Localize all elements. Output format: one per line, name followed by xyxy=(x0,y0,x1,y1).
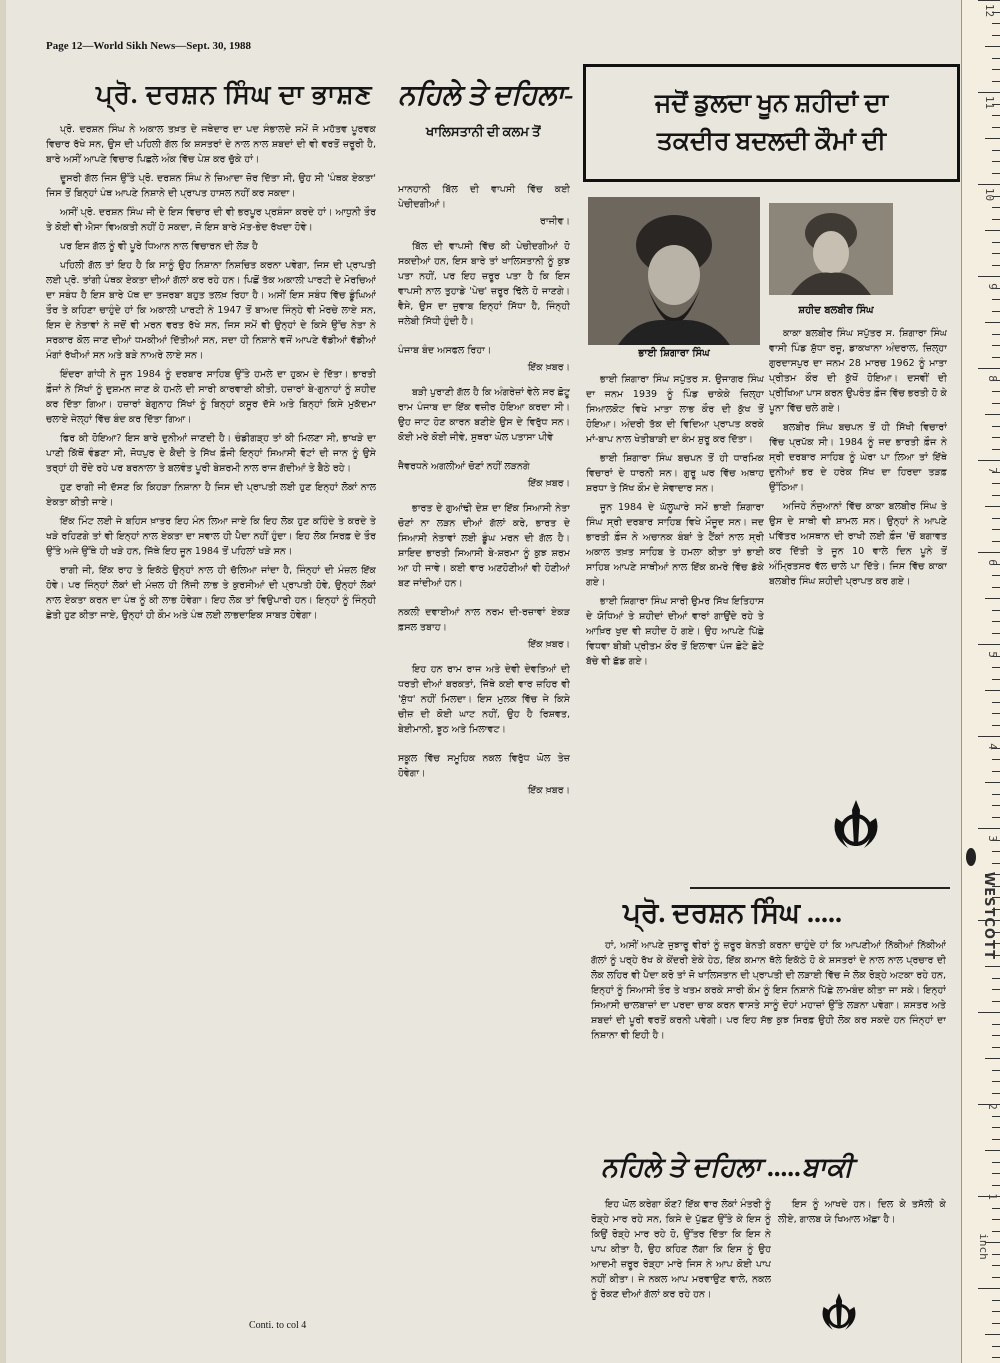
ruler-tick xyxy=(992,357,1000,358)
ruler-tick xyxy=(992,610,1000,611)
ruler-tick xyxy=(992,345,1000,346)
punch-hole xyxy=(966,848,976,866)
ruler-tick xyxy=(992,299,1000,300)
paragraph: ਇਹ ਘੋਲ ਕਰੇਗਾ ਕੌਣ? ਇੱਕ ਵਾਰ ਲੋਕਾਂ ਮੰਤਰੀ ਨੂੰ ਰੋੜ੍ਹੇ ਮਾਰ ਰਹੇ ਸਨ, ਕਿਸੇ ਦੇ ਪੁੱਛਣ ਉੱਤੇ ਕੇ ਇਸ ਨੂੰ ਕਿਉਂ ਰੋੜ੍ਹੇ ਮਾਰ ਰਹੇ ਹੋ, ਉੱਤਰ ਦਿੱਤਾ ਕਿ ਇਸ ਨੇ ਪਾਪ ਕੀਤਾ ਹੈ, ਉਹ ਕਹਿਣ ਲੱਗਾ ਕਿ ਇਸ ਨੂੰ ਉਹ ਆਦਮੀ ਜ਼ਰੂਰ ਰੋੜ੍ਹਾ ਮਾਰੇ ਜਿਸ ਨੇ ਆਪ ਕੋਈ ਪਾਪ ਨਹੀਂ ਕੀਤਾ। ਜੇ ਨਕਲ ਆਪ ਮਰਵਾਉਣ ਵਾਲੇ, ਨਕਲ ਨੂੰ ਰੋਕਣ ਦੀਆਂ ਗੱਲਾਂ ਕਰ ਰਹੇ ਹਨ। xyxy=(591,1199,771,1300)
ruler-tick xyxy=(978,460,1000,461)
ruler-tick xyxy=(992,1093,1000,1094)
darshan-section-title: ਪ੍ਰੋ. ਦਰਸ਼ਨ ਸਿੰਘ ..... xyxy=(623,898,842,929)
darshan-section-body xyxy=(591,938,946,1150)
ruler-tick xyxy=(978,736,1000,737)
ruler-tick xyxy=(992,817,1000,818)
ruler-tick xyxy=(992,759,1000,760)
ruler-tick xyxy=(992,1162,1000,1163)
ruler-number: 5 xyxy=(986,651,1000,658)
ruler-tick xyxy=(992,242,1000,243)
ruler-tick xyxy=(992,1001,1000,1002)
ruler-tick xyxy=(992,115,1000,116)
ruler-tick xyxy=(992,495,1000,496)
middle-column-subtitle: ਖਾਲਿਸਤਾਨੀ ਦੀ ਕਲਮ ਤੋਂ xyxy=(426,124,541,139)
ruler-number: 12 xyxy=(982,3,996,18)
ruler-tick xyxy=(992,725,1000,726)
ruler-tick xyxy=(992,633,1000,634)
paragraph: ਪ੍ਰੋ. ਦਰਸ਼ਨ ਸਿੰਘ ਨੇ ਅਕਾਲ ਤਖ਼ਤ ਦੇ ਜਥੇਦਾਰ ਦਾ ਪਦ ਸੰਭਾਲਦੇ ਸਮੇਂ ਜੋ ਮਹੱਤਵ ਪੂਰਵਕ ਵਿਚਾਰ ਰੱਖੇ ਸਨ, ਉਸ ਦੀ ਪਹਿਲੀ ਗੱਲ ਕਿ ਸ਼ਸਤਰਾਂ ਦੇ ਨਾਲ ਨਾਲ ਸ਼ਬਦਾਂ ਦੀ ਵੀ ਵਰਤੋਂ ਜ਼ਰੂਰੀ ਹੈ, ਬਾਰੇ ਅਸੀਂ ਆਪਣੇ ਵਿਚਾਰ ਪਿਛਲੇ ਅੰਕ ਵਿੱਚ ਪੇਸ਼ ਕਰ ਚੁੱਕੇ ਹਾਂ। xyxy=(46,124,376,165)
ruler-tick xyxy=(992,1127,1000,1128)
ruler-tick xyxy=(992,575,1000,576)
ruler-tick xyxy=(985,598,1000,599)
ruler-tick xyxy=(992,621,1000,622)
ruler-tick xyxy=(978,1288,1000,1289)
middle-column-body xyxy=(398,168,570,1338)
paragraph: ਭਾਈ ਸ਼ਿਗਾਰਾ ਸਿੰਘ ਸਪੁੱਤਰ ਸ. ਉਜਾਗਰ ਸਿੰਘ ਦਾ ਜਨਮ 1939 ਨੂੰ ਪਿੰਡ ਚਾਕੇਕੇ ਜ਼ਿਲ੍ਹਾ ਸਿਆਲਕੋਟ ਵਿਖੇ ਮਾਤਾ ਲਾਭ ਕੌਰ ਦੀ ਕੁੱਖ ਤੋਂ ਹੋਇਆ। ਅੰਦਰੀ ਤੱਕ ਦੀ ਵਿਦਿਆ ਪ੍ਰਾਪਤ ਕਰਕੇ ਮਾਂ-ਬਾਪ ਨਾਲ ਖੇਤੀਬਾੜੀ ਦਾ ਕੰਮ ਸ਼ੁਰੂ ਕਰ ਦਿੱਤਾ। xyxy=(586,374,764,445)
ruler-tick xyxy=(985,1334,1000,1335)
ruler-tick xyxy=(985,138,1000,139)
item-body: ਇਹ ਹਨ ਰਾਮ ਰਾਜ ਅਤੇ ਦੇਵੀ ਦੇਵਤਿਆਂ ਦੀ ਧਰਤੀ ਦੀਆਂ ਬਰਕਤਾਂ, ਜਿੱਥੇ ਕਈ ਵਾਰ ਜ਼ਹਿਰ ਵੀ 'ਸ਼ੁੱਧ' ਨਹੀਂ ਮਿਲਦਾ। ਇਸ ਮੁਲਕ ਵਿੱਚ ਜੇ ਕਿਸੇ ਚੀਜ਼ ਦੀ ਕੋਈ ਘਾਟ ਨਹੀਂ, ਉਹ ਹੈ ਰਿਸ਼ਵਤ, ਬੇਈਮਾਨੀ, ਝੂਠ ਅਤੇ ਮਿਲਾਵਟ। xyxy=(398,664,570,735)
ruler-tick xyxy=(992,35,1000,36)
ruler-tick xyxy=(985,966,1000,967)
ruler-tick xyxy=(992,1254,1000,1255)
ruler-tick xyxy=(992,1081,1000,1082)
paragraph: ਹੁਣ ਰਾਗੀ ਜੀ ਦੱਸਣ ਕਿ ਕਿਹੜਾ ਨਿਸ਼ਾਨਾ ਹੈ ਜਿਸ ਦੀ ਪ੍ਰਾਪਤੀ ਲਈ ਹੁਣ ਇਨ੍ਹਾਂ ਲੋਕਾਂ ਨਾਲ ਏਕਤਾ ਕੀਤੀ ਜਾਏ। xyxy=(46,482,376,508)
ruler-tick xyxy=(992,1185,1000,1186)
ruler-tick xyxy=(992,1208,1000,1209)
ruler-tick xyxy=(978,368,1000,369)
ruler-number: 4 xyxy=(986,743,1000,750)
photo-caption-balbir: ਸ਼ਹੀਦ ਬਲਬੀਰ ਸਿੰਘ xyxy=(798,305,874,316)
paragraph: ਦੂਸਰੀ ਗੱਲ ਜਿਸ ਉੱਤੇ ਪ੍ਰੋ. ਦਰਸ਼ਨ ਸਿੰਘ ਨੇ ਜ਼ਿਆਦਾ ਜ਼ੋਰ ਦਿੱਤਾ ਸੀ, ਉਹ ਸੀ 'ਪੰਥਕ ਏਕਤਾ' ਜਿਸ ਤੋਂ ਬਿਨ੍ਹਾਂ ਪੰਥ ਆਪਣੇ ਨਿਸ਼ਾਨੇ ਦੀ ਪ੍ਰਾਪਤ ਹਾਸਲ ਨਹੀਂ ਕਰ ਸਕਦਾ। xyxy=(46,173,376,199)
ruler-tick xyxy=(992,69,1000,70)
ruler-tick xyxy=(992,1231,1000,1232)
paragraph: ਬਲਬੀਰ ਸਿੰਘ ਬਚਪਨ ਤੋਂ ਹੀ ਸਿੱਖੀ ਵਿਚਾਰਾਂ ਵਿੱਚ ਪ੍ਰਪੱਕ ਸੀ। 1984 ਨੂੰ ਜਦ ਭਾਰਤੀ ਫ਼ੌਜ ਨੇ ਸ੍ਰੀ ਦਰਬਾਰ ਸਾਹਿਬ ਨੂੰ ਘੇਰਾ ਪਾ ਲਿਆ ਤਾਂ ਇੱਥੇ ਦੁਨੀਆਂ ਭਰ ਦੇ ਹਰੇਕ ਸਿੱਖ ਦਾ ਹਿਰਦਾ ਤੜਫ਼ ਉੱਠਿਆ। xyxy=(769,422,947,493)
paragraph: ਕਾਕਾ ਬਲਬੀਰ ਸਿੰਘ ਸਪੁੱਤਰ ਸ. ਸ਼ਿਗਾਰਾ ਸਿੰਘ ਵਾਸੀ ਪਿੰਡ ਸ਼ੁੱਧਾ ਰਜੂ, ਡਾਕਖਾਨਾ ਅੰਦਰਾਲ, ਜ਼ਿਲ੍ਹਾ ਗੁਰਦਾਸਪੁਰ ਦਾ ਜਨਮ 28 ਮਾਰਚ 1962 ਨੂੰ ਮਾਤਾ ਪ੍ਰੀਤਮ ਕੌਰ ਦੀ ਕੁੱਖੋਂ ਹੋਇਆ। ਦਸਵੀਂ ਦੀ ਪ੍ਰੀਖਿਆ ਪਾਸ ਕਰਨ ਉਪਰੰਤ ਫ਼ੌਜ ਵਿੱਚ ਭਰਤੀ ਹੋ ਕੇ ਪੂਨਾ ਵਿੱਚ ਚਲੇ ਗਏ। xyxy=(769,328,947,414)
ruler-tick xyxy=(992,219,1000,220)
ruler-tick xyxy=(985,506,1000,507)
item-byline: ਰਾਜੀਵ। xyxy=(539,216,570,227)
paragraph: ਇਸ ਨੂੰ ਆਖਦੇ ਹਨ। ਦਿਲ ਕੇ ਤਸੱਲੀ ਕੇ ਲੀਏ, ਗਾਲਬ ਯੇ ਖਿਆਲ ਅੱਛਾ ਹੈ। xyxy=(778,1199,946,1225)
ruler-tick xyxy=(978,828,1000,829)
ruler-tick xyxy=(992,426,1000,427)
left-article-body xyxy=(46,122,376,1317)
ruler-number: 10 xyxy=(982,187,996,202)
ruler-tick xyxy=(985,230,1000,231)
ruler-number: 6 xyxy=(986,559,1000,566)
ruler-tick xyxy=(992,1323,1000,1324)
paragraph: ਅਜਿਹੇ ਨੌਜੁਆਨਾਂ ਵਿੱਚ ਕਾਕਾ ਬਲਬੀਰ ਸਿੰਘ ਤੇ ਉਸ ਦੇ ਸਾਥੀ ਵੀ ਸ਼ਾਮਲ ਸਨ। ਉਨ੍ਹਾਂ ਨੇ ਆਪਣੇ ਪਵਿੱਤਰ ਅਸਥਾਨ ਦੀ ਰਾਖੀ ਲਈ ਫ਼ੌਜ 'ਚੋਂ ਬਗਾਵਤ ਕਰ ਦਿੱਤੀ ਤੇ ਜੂਨ 10 ਵਾਲੇ ਦਿਨ ਪੂਨੇ ਤੋਂ ਅੰਮ੍ਰਿਤਸਰ ਵੱਲ ਚਾਲੇ ਪਾ ਦਿੱਤੇ। ਜਿਸ ਵਿੱਚ ਕਾਕਾ ਬਲਬੀਰ ਸਿੰਘ ਸ਼ਹੀਦੀ ਪ੍ਰਾਪਤ ਕਰ ਗਏ। xyxy=(769,501,947,587)
ruler-tick xyxy=(992,851,1000,852)
ruler-number: 8 xyxy=(986,375,1000,382)
ruler-tick xyxy=(992,805,1000,806)
paragraph: ਇੱਕ ਮਿੰਟ ਲਈ ਜੇ ਬਹਿਸ ਖ਼ਾਤਰ ਇਹ ਮੰਨ ਲਿਆ ਜਾਏ ਕਿ ਇਹ ਲੋਕ ਹੁਣ ਕਹਿੰਦੇ ਤੇ ਕਰਦੇ ਤੇ ਖੜੇ ਰਹਿਣਗੇ ਤਾਂ ਵੀ ਇਨ੍ਹਾਂ ਨਾਲ ਏਕਤਾ ਦਾ ਸਵਾਲ ਹੀ ਪੈਦਾ ਨਹੀਂ ਹੁੰਦਾ। ਇਹ ਲੋਕ ਸਿਰਫ਼ ਦੇ ਤੌਰ ਉੱਤੇ ਅਜੇ ਉੱਥੇ ਹੀ ਖੜੇ ਹਨ, ਜਿੱਥੇ ਇਹ ਜੂਨ 1984 ਤੋਂ ਪਹਿਲਾਂ ਖੜੇ ਸਨ। xyxy=(46,516,376,557)
item-headline: ਮਾਨਹਾਨੀ ਬਿੱਲ ਦੀ ਵਾਪਸੀ ਵਿੱਚ ਕਈ ਪੇਚੀਦਗੀਆਂ। xyxy=(398,184,570,210)
newspaper-page xyxy=(6,0,961,1363)
ruler-tick xyxy=(992,437,1000,438)
ruler-tick xyxy=(992,1300,1000,1301)
ruler-tick xyxy=(992,449,1000,450)
ruler-tick xyxy=(992,794,1000,795)
ruler-tick xyxy=(985,1058,1000,1059)
ruler-tick xyxy=(992,1070,1000,1071)
ruler-tick xyxy=(992,679,1000,680)
baaki-section-body-a xyxy=(591,1197,771,1347)
ruler-tick xyxy=(978,276,1000,277)
item-headline: ਜੈਵਰਧਨੇ ਅਗਲੀਆਂ ਚੋਣਾਂ ਨਹੀਂ ਲੜਨਗੇ xyxy=(398,461,530,472)
item-body: ਬੜੀ ਪੁਰਾਣੀ ਗੱਲ ਹੈ ਕਿ ਅੰਗਰੇਜ਼ਾਂ ਵੇਲੇ ਸਰ ਛੋਟੂ ਰਾਮ ਪੰਜਾਬ ਦਾ ਇੱਕ ਵਜ਼ੀਰ ਹੋਇਆ ਕਰਦਾ ਸੀ। ਉਹ ਜਾਟ ਹੋਣ ਕਾਰਨ ਬਣੀਏ ਉਸ ਦੇ ਵਿਰੁੱਧ ਸਨ। ਕੋਈ ਮਰੇ ਕੋਈ ਜੀਵੇ, ਸੁਥਰਾ ਘੋਲ ਪਤਾਸਾ ਪੀਵੇ xyxy=(398,387,570,443)
ruler-tick xyxy=(992,989,1000,990)
ruler-tick xyxy=(992,1047,1000,1048)
ruler-tick xyxy=(985,46,1000,47)
ruler-tick xyxy=(992,529,1000,530)
paragraph: ਪਰ ਇਸ ਗੱਲ ਨੂੰ ਵੀ ਪੂਰੇ ਧਿਆਨ ਨਾਲ ਵਿਚਾਰਨ ਦੀ ਲੋੜ ਹੈ xyxy=(60,241,258,252)
ruler-tick xyxy=(992,58,1000,59)
ruler-tick xyxy=(992,667,1000,668)
ruler-tick xyxy=(992,771,1000,772)
ruler-tick xyxy=(992,863,1000,864)
item-headline: ਨਕਲੀ ਦਵਾਈਆਂ ਨਾਲ ਨਰਮ ਦੀ-ਰਜ਼ਾਵਾਂ ਏਕੜ ਫ਼ਸਲ ਤਬਾਹ। xyxy=(398,607,570,633)
photo-shigara-singh xyxy=(588,197,760,345)
ruler-number: 9 xyxy=(986,283,1000,290)
ruler-tick xyxy=(992,173,1000,174)
ruler-number: 11 xyxy=(982,95,996,110)
paragraph: ਫਿਰ ਕੀ ਹੋਇਆ? ਇਸ ਬਾਰੇ ਦੁਨੀਆਂ ਜਾਣਦੀ ਹੈ। ਚੰਡੀਗੜ੍ਹ ਤਾਂ ਕੀ ਮਿਲਣਾ ਸੀ, ਭਾਖੜੇ ਦਾ ਪਾਣੀ ਕਿੱਥੋਂ ਵੰਡਣਾ ਸੀ, ਜੋਧਪੁਰ ਦੇ ਕੈਦੀ ਤੇ ਸਿੱਖ ਫ਼ੌਜੀ ਇਨ੍ਹਾਂ ਸਿਆਸੀ ਵੋਟਾਂ ਦੀ ਜਾਨ ਨੂੰ ਉਸੇ ਤਰ੍ਹਾਂ ਹੀ ਰੋਂਦੇ ਰਹੇ ਪਰ ਬਰਨਾਲਾ ਤੇ ਬਲਵੰਤ ਪੂਰੀ ਬੇਸ਼ਰਮੀ ਨਾਲ ਰਾਜ ਗੱਦੀਆਂ ਤੇ ਬੈਠੇ ਰਹੇ। xyxy=(46,433,376,474)
ruler-tick xyxy=(992,1277,1000,1278)
item-byline: ਇੱਕ ਖ਼ਬਰ। xyxy=(527,785,570,796)
ruler-tick xyxy=(992,1173,1000,1174)
item-headline: ਸਕੂਲ ਵਿੱਚ ਸਮੂਹਿਕ ਨਕਲ ਵਿਰੁੱਧ ਘੋਲ ਤੇਜ਼ ਹੋਵੇਗਾ। xyxy=(398,753,570,779)
ruler-tick xyxy=(978,644,1000,645)
ruler-tick xyxy=(992,1265,1000,1266)
khanda-emblem-icon xyxy=(826,796,886,856)
paragraph: ਭਾਈ ਸ਼ਿਗਾਰਾ ਸਿੰਘ ਸਾਰੀ ਉਮਰ ਸਿੱਖ ਇਤਿਹਾਸ ਦੇ ਯੋਧਿਆਂ ਤੇ ਸ਼ਹੀਦਾਂ ਦੀਆਂ ਵਾਰਾਂ ਗਾਉਂਦੇ ਰਹੇ ਤੇ ਆਖ਼ਿਰ ਖੁਦ ਵੀ ਸ਼ਹੀਦ ਹੋ ਗਏ। ਉਹ ਆਪਣੇ ਪਿੱਛੇ ਵਿਧਵਾ ਬੀਬੀ ਪ੍ਰੀਤਮ ਕੌਰ ਤੋਂ ਇਲਾਵਾ ਪੰਜ ਛੋਟੇ ਛੋਟੇ ਬੱਚੇ ਵੀ ਛੱਡ ਗਏ। xyxy=(586,596,764,667)
ruler-tick xyxy=(985,690,1000,691)
ruler-number: 1 xyxy=(986,1193,1000,1200)
middle-column-title: ਨਹਿਲੇ ਤੇ ਦਹਿਲਾ- xyxy=(398,80,574,111)
ruler-tick xyxy=(985,322,1000,323)
paragraph: ਹਾਂ, ਅਸੀਂ ਆਪਣੇ ਜੁਝਾਰੂ ਵੀਰਾਂ ਨੂੰ ਜ਼ਰੂਰ ਬੇਨਤੀ ਕਰਨਾ ਚਾਹੁੰਦੇ ਹਾਂ ਕਿ ਆਪਣੀਆਂ ਨਿੱਕੀਆਂ ਨਿੱਕੀਆਂ ਗੱਲਾਂ ਨੂੰ ਪਰ੍ਹੇ ਰੱਖ ਕੇ ਕੇਂਦਰੀ ਏਕੇ ਹੇਠ, ਇੱਕ ਕਮਾਨ ਥੱਲੇ ਇਕੱਠੇ ਹੋ ਕੇ ਸ਼ਸਤਰਾਂ ਦੇ ਨਾਲ ਨਾਲ ਪ੍ਰਚਾਰ ਦੀ ਲੋਕ ਲਹਿਰ ਵੀ ਪੈਦਾ ਕਰੋ ਤਾਂ ਜੋ ਖਾਲਿਸਤਾਨ ਦੀ ਪ੍ਰਾਪਤੀ ਦੀ ਲੜਾਈ ਵਿੱਚ ਜੋ ਲੋਕ ਰੋੜ੍ਹੇ ਅਟਕਾ ਰਹੇ ਹਨ, ਇਨ੍ਹਾਂ ਨੂੰ ਸਿਆਸੀ ਤੌਰ ਤੇ ਖਤਮ ਕਰਕੇ ਸਾਰੀ ਕੌਮ ਨੂੰ ਇਸ ਨਿਸ਼ਾਨੇ ਪਿੱਛੇ ਲਾਮਬੰਦ ਕੀਤਾ ਜਾ ਸਕੇ। ਇਨ੍ਹਾਂ ਸਿਆਸੀ ਚਾਲਬਾਜ਼ਾਂ ਦਾ ਪਰਦਾ ਚਾਕ ਕਰਨ ਵਾਸਤੇ ਸਾਨੂੰ ਦੋਹਾਂ ਮਹਾਜ਼ਾਂ ਉੱਤੇ ਲੜਨਾ ਪਵੇਗਾ। ਸ਼ਸਤਰ ਅਤੇ ਸ਼ਬਦਾਂ ਦੀ ਪੂਰੀ ਵਰਤੋਂ ਕਰਨੀ ਪਵੇਗੀ। ਪਰ ਇਹ ਸੱਭ ਕੁਝ ਸਿਰਫ਼ ਉਹੀ ਲੋਕ ਕਰ ਸਕਦੇ ਹਨ ਜਿੰਨ੍ਹਾਂ ਦਾ ਨਿਸ਼ਾਨਾ ਵੀ ਇਹੀ ਹੈ। xyxy=(591,940,946,1041)
balbir-bio-column xyxy=(769,326,947,776)
item-byline: ਇੱਕ ਖ਼ਬਰ। xyxy=(527,478,570,489)
item-headline: ਪੰਜਾਬ ਬੰਦ ਅਸਫਲ ਰਿਹਾ। xyxy=(398,345,492,356)
khanda-emblem-icon xyxy=(816,1290,862,1336)
ruler-tick xyxy=(992,207,1000,208)
ruler-tick xyxy=(985,782,1000,783)
ruler-tick xyxy=(992,311,1000,312)
ruler-tick xyxy=(992,253,1000,254)
ruler-tick xyxy=(992,978,1000,979)
ruler-tick xyxy=(985,414,1000,415)
left-article-title: ਪ੍ਰੋ. ਦਰਸ਼ਨ ਸਿੰਘ ਦਾ ਭਾਸ਼ਣ xyxy=(96,80,373,109)
baaki-section-body-b xyxy=(778,1197,946,1257)
ruler-tick xyxy=(992,518,1000,519)
ruler-tick xyxy=(992,587,1000,588)
headline-line-1: ਜਦੋਂ ਡੁਲਦਾ ਖੂਨ ਸ਼ਹੀਦਾਂ ਦਾ xyxy=(654,90,889,117)
ruler-tick xyxy=(992,1346,1000,1347)
paragraph: ਜੂਨ 1984 ਦੇ ਘੱਲੂਘਾਰੇ ਸਮੇਂ ਭਾਈ ਸ਼ਿਗਾਰਾ ਸਿੰਘ ਸ੍ਰੀ ਦਰਬਾਰ ਸਾਹਿਬ ਵਿਖੇ ਮੌਜੂਦ ਸਨ। ਜਦ ਭਾਰਤੀ ਫ਼ੌਜ ਨੇ ਅਚਾਨਕ ਬੰਬਾਂ ਤੇ ਟੈਂਕਾਂ ਨਾਲ ਸ੍ਰੀ ਅਕਾਲ ਤਖ਼ਤ ਸਾਹਿਬ ਤੇ ਹਮਲਾ ਕੀਤਾ ਤਾਂ ਭਾਈ ਸਾਹਿਬ ਆਪਣੇ ਸਾਥੀਆਂ ਨਾਲ ਇੱਕ ਕਮਰੇ ਵਿੱਚ ਡੱਕੇ ਗਏ। xyxy=(586,502,764,588)
continued-note: Conti. to col 4 xyxy=(249,1320,307,1331)
ruler-tick xyxy=(992,334,1000,335)
ruler-tick xyxy=(992,23,1000,24)
ruler-tick xyxy=(978,0,1000,1)
ruler-tick xyxy=(992,1219,1000,1220)
paragraph: ਅਸੀਂ ਪ੍ਰੋ. ਦਰਸ਼ਨ ਸਿੰਘ ਜੀ ਦੇ ਇਸ ਵਿਚਾਰ ਦੀ ਵੀ ਭਰਪੂਰ ਪ੍ਰਸ਼ੰਸਾ ਕਰਦੇ ਹਾਂ। ਆਧੁਨੀ ਤੌਰ ਤੇ ਕੋਈ ਵੀ ਐਸਾ ਵਿਅਕਤੀ ਨਹੀਂ ਹੋ ਸਕਦਾ, ਜੋ ਇਸ ਬਾਰੇ ਮੱਤ-ਭੇਦ ਰੱਖਦਾ ਹੋਵੇ। xyxy=(46,207,376,233)
measuring-ruler xyxy=(961,0,1000,1363)
ruler-tick xyxy=(992,1357,1000,1358)
photo-balbir-singh xyxy=(769,203,893,295)
ruler-tick xyxy=(992,483,1000,484)
paragraph: ਇੰਦਰਾ ਗਾਂਧੀ ਨੇ ਜੂਨ 1984 ਨੂੰ ਦਰਬਾਰ ਸਾਹਿਬ ਉੱਤੇ ਹਮਲੇ ਦਾ ਹੁਕਮ ਦੇ ਦਿੱਤਾ। ਭਾਰਤੀ ਫ਼ੌਜਾਂ ਨੇ ਸਿੱਖਾਂ ਨੂੰ ਦੁਸ਼ਮਨ ਜਾਣ ਕੇ ਹਮਲੇ ਦੀ ਸਾਰੀ ਕਾਰਵਾਈ ਕੀਤੀ, ਹਜ਼ਾਰਾਂ ਬੇ-ਗੁਨਾਹਾਂ ਨੂੰ ਸ਼ਹੀਦ ਕਰ ਦਿੱਤਾ ਗਿਆ। ਹਜ਼ਾਰਾਂ ਬੇਗੁਨਾਹ ਸਿੱਖਾਂ ਨੂੰ ਬਿਨ੍ਹਾਂ ਕਸੂਰ ਦੱਸੇ ਅਤੇ ਬਿਨ੍ਹਾਂ ਕਿਸੇ ਮੁਕੱਦਮਾ ਚਲਾਏ ਜੇਲ੍ਹਾਂ ਵਿੱਚ ਬੰਦ ਕਰ ਦਿੱਤਾ ਗਿਆ। xyxy=(46,369,376,425)
ruler-tick xyxy=(978,92,1000,93)
item-byline: ਇੱਕ ਖ਼ਬਰ। xyxy=(527,639,570,650)
ruler-number: 3 xyxy=(986,835,1000,842)
ruler-brand: WESTCOTT xyxy=(981,871,996,960)
item-byline: ਇੱਕ ਖ਼ਬਰ। xyxy=(527,362,570,373)
ruler-tick xyxy=(992,713,1000,714)
ruler-number: 2 xyxy=(986,1103,1000,1110)
ruler-tick xyxy=(992,1139,1000,1140)
item-body: ਭਾਰਤ ਦੇ ਗੁਆਂਢੀ ਦੇਸ਼ ਦਾ ਇੱਕ ਸਿਆਸੀ ਨੇਤਾ ਚੋਣਾਂ ਨਾ ਲੜਨ ਦੀਆਂ ਗੱਲਾਂ ਕਰੇ, ਭਾਰਤ ਦੇ ਸਿਆਸੀ ਨੇਤਾਵਾਂ ਲਈ ਡੂੰਘ ਮਰਨ ਦੀ ਗੱਲ ਹੈ। ਸ਼ਾਇਦ ਭਾਰਤੀ ਸਿਆਸੀ ਬੇ-ਸ਼ਰਮਾ ਨੂੰ ਕੁਝ ਸ਼ਰਮ ਆ ਹੀ ਜਾਵੇ। ਕਈ ਵਾਰ ਅਣਹੋਣੀਆਂ ਵੀ ਹੋਣੀਆਂ ਬਣ ਜਾਂਦੀਆਂ ਹਨ। xyxy=(398,503,570,589)
ruler-tick xyxy=(992,1024,1000,1025)
ruler-tick xyxy=(992,81,1000,82)
section-divider xyxy=(690,887,950,889)
ruler-tick xyxy=(992,1116,1000,1117)
ruler-tick xyxy=(992,1311,1000,1312)
ruler-tick xyxy=(992,391,1000,392)
ruler-tick xyxy=(992,702,1000,703)
paragraph: ਭਾਈ ਸ਼ਿਗਾਰਾ ਸਿੰਘ ਬਚਪਨ ਤੋਂ ਹੀ ਧਾਰਮਿਕ ਵਿਚਾਰਾਂ ਦੇ ਧਾਰਨੀ ਸਨ। ਗੁਰੂ ਘਰ ਵਿੱਚ ਅਥਾਹ ਸ਼ਰਧਾ ਤੇ ਸਿੱਖ ਕੌਮ ਦੇ ਸੇਵਾਦਾਰ ਸਨ। xyxy=(586,453,764,494)
ruler-tick xyxy=(992,541,1000,542)
item-body: ਬਿੱਲ ਦੀ ਵਾਪਸੀ ਵਿੱਚ ਕੀ ਪੇਚੀਦਗੀਆਂ ਹੋ ਸਕਦੀਆਂ ਹਨ, ਇਸ ਬਾਰੇ ਤਾਂ ਖਾਲਿਸਤਾਨੀ ਨੂੰ ਕੁਝ ਪਤਾ ਨਹੀਂ, ਪਰ ਇਹ ਜ਼ਰੂਰ ਪਤਾ ਹੈ ਕਿ ਇਸ ਵਾਪਸੀ ਨਾਲ ਤੁਹਾਡੇ 'ਪੇਚ' ਜ਼ਰੂਰ ਢਿੱਲੇ ਹੋ ਜਾਣਗੇ। ਵੈਸੇ, ਉਸ ਦਾ ਜੁਵਾਬ ਇਨ੍ਹਾਂ ਸਿੱਧਾ ਹੈ, ਜਿੰਨ੍ਹੀ ਜਲੇਬੀ ਸਿੱਧੀ ਹੁੰਦੀ ਹੈ। xyxy=(398,241,570,327)
ruler-tick xyxy=(978,184,1000,185)
ruler-unit: inch xyxy=(976,1233,990,1260)
ruler-tick xyxy=(992,161,1000,162)
ruler-tick xyxy=(978,1012,1000,1013)
headline-line-2: ਤਕਦੀਰ ਬਦਲਦੀ ਕੌਮਾਂ ਦੀ xyxy=(656,128,887,155)
paragraph: ਰਾਗੀ ਜੀ, ਇੱਕ ਰਾਹ ਤੇ ਇਕੱਠੇ ਉਨ੍ਹਾਂ ਨਾਲ ਹੀ ਚੱਲਿਆ ਜਾਂਦਾ ਹੈ, ਜਿੰਨ੍ਹਾਂ ਦੀ ਮੰਜ਼ਲ ਇੱਕ ਹੋਵੇ। ਪਰ ਜਿੰਨ੍ਹਾਂ ਲੋਕਾਂ ਦੀ ਮੰਜ਼ਲ ਹੀ ਨਿੱਜੀ ਲਾਭ ਤੇ ਕੁਰਸੀਆਂ ਦੀ ਪ੍ਰਾਪਤੀ ਹੋਵੇ, ਉਨ੍ਹਾਂ ਲੋਕਾਂ ਨਾਲ ਏਕਤਾ ਕਰਨ ਦਾ ਪੰਥ ਨੂੰ ਕੀ ਲਾਭ ਹੋਵੇਗਾ। ਇਹ ਲੋਕ ਤਾਂ ਵਿਉਪਾਰੀ ਹਨ। ਇਨ੍ਹਾਂ ਨੂੰ ਜਿੰਨ੍ਹੀ ਛੇਤੀ ਹੁਣ ਕੀਤਾ ਜਾਏ, ਉਨ੍ਹਾਂ ਹੀ ਕੌਮ ਅਤੇ ਪੰਥ ਲਈ ਲਾਭਦਾਇਕ ਸਾਬਤ ਹੋਵੇਗਾ। xyxy=(46,565,376,621)
ruler-tick xyxy=(985,1150,1000,1151)
ruler-tick xyxy=(978,552,1000,553)
photo-caption-shigara: ਭਾਈ ਸ਼ਿਗਾਰਾ ਸਿੰਘ xyxy=(638,348,710,359)
martyrs-headline-box xyxy=(583,64,960,182)
ruler-number: 7 xyxy=(986,467,1000,474)
ruler-tick xyxy=(992,127,1000,128)
shigara-bio-column xyxy=(586,372,764,867)
page-folio: Page 12—World Sikh News—Sept. 30, 1988 xyxy=(46,40,252,52)
ruler-tick xyxy=(992,265,1000,266)
ruler-tick xyxy=(992,150,1000,151)
paragraph: ਪਹਿਲੀ ਗੱਲ ਤਾਂ ਇਹ ਹੈ ਕਿ ਸਾਨੂੰ ਉਹ ਨਿਸ਼ਾਨਾ ਨਿਸ਼ਚਿਤ ਕਰਨਾ ਪਵੇਗਾ, ਜਿਸ ਦੀ ਪ੍ਰਾਪਤੀ ਲਈ ਪ੍ਰੋ. ਤਾਂਗੀ ਪੰਥਕ ਏਕਤਾ ਦੀਆਂ ਗੱਲਾਂ ਕਰ ਰਹੇ ਹਨ। ਪਿਛੋਂ ਤੱਕ ਅਕਾਲੀ ਪਾਰਟੀ ਦੇ ਮੋਰਚਿਆਂ ਦਾ ਸਬੰਧ ਹੈ ਇਸ ਬਾਰੇ ਪੱਥ ਦਾ ਤਜਰਬਾ ਬਹੁਤ ਤਲਖ਼ ਰਿਹਾ ਹੈ। ਅਸੀਂ ਇਸ ਸਬੰਧ ਵਿੱਚ ਡੂੰਘਿਆਂ ਤੌਰ ਤੇ ਕਹਿਣਾ ਚਾਹੁੰਦੇ ਹਾਂ ਕਿ ਅਕਾਲੀ ਪਾਰਟੀ ਨੇ 1947 ਤੋਂ ਬਾਅਦ ਜਿੰਨ੍ਹੇ ਵੀ ਮੋਰਚੇ ਲਾਏ ਸਨ, ਇਸ ਦੇ ਨੇਤਾਵਾਂ ਨੇ ਜਦੋਂ ਵੀ ਮਰਨ ਵਰਤ ਰੱਖੇ ਸਨ, ਜਿਸ ਸਮੇਂ ਵੀ ਉਨ੍ਹਾਂ ਦੇ ਕਿਸੇ ਉੱਚ ਨੇਤਾ ਨੇ ਸਰਕਾਰ ਕੋਲ ਜਾਣ ਦੀਆਂ ਧਮਕੀਆਂ ਦਿੱਤੀਆਂ ਸਨ, ਸਦਾ ਹੀ ਨਿਸ਼ਾਨੇ ਵਜੋਂ ਆਪਣੇ ਵੱਡੀਆਂ ਵੱਡੀਆਂ ਮੰਗਾਂ ਰੱਖੀਆਂ ਸਨ ਅਤੇ ਬੜੇ ਨਾਅਰੇ ਲਾਏ ਸਨ। xyxy=(46,260,376,361)
baaki-section-title: ਨਹਿਲੇ ਤੇ ਦਹਿਲਾ .....ਬਾਕੀ xyxy=(601,1152,853,1182)
ruler-tick xyxy=(992,403,1000,404)
ruler-tick xyxy=(992,1035,1000,1036)
